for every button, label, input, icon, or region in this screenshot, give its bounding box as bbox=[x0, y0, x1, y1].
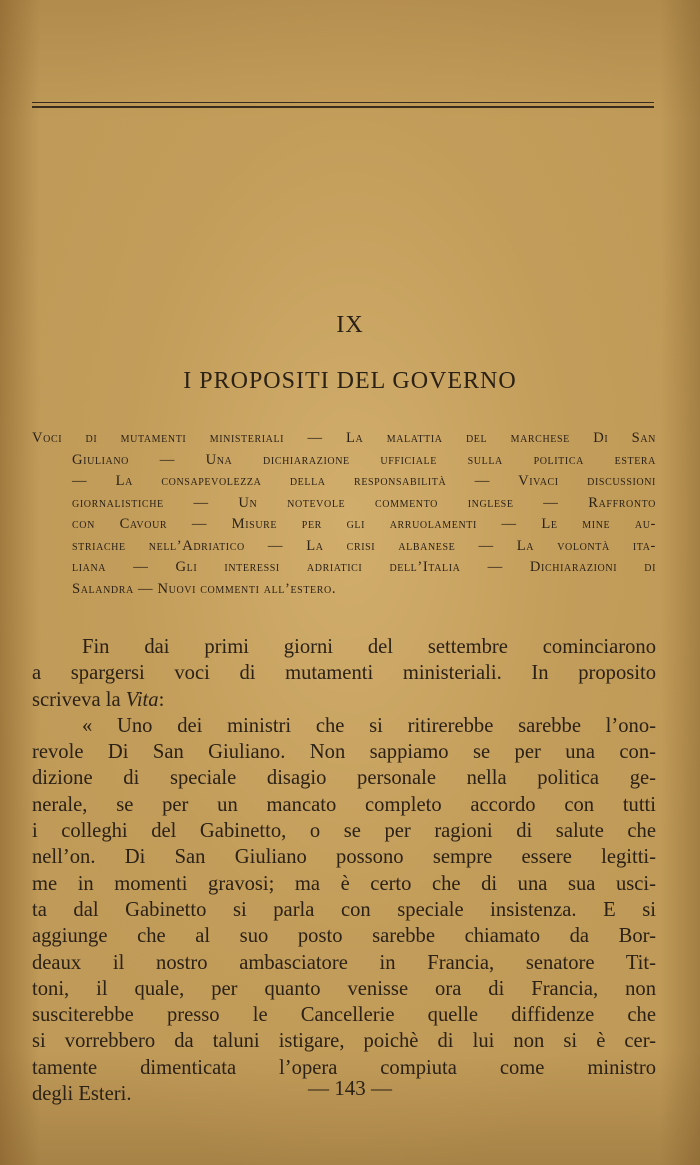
text-run: : bbox=[158, 688, 165, 711]
summary-line: Salandra — Nuovi commenti all’estero. bbox=[72, 580, 337, 597]
quote-line: tamente dimenticata l’opera compiuta come ministro bbox=[32, 1056, 656, 1079]
page-number: — 143 — bbox=[308, 1076, 392, 1100]
top-rule-thick bbox=[32, 106, 654, 108]
paragraph-line bbox=[32, 687, 656, 713]
chapter-number: IX bbox=[336, 312, 364, 338]
quote-line: me in momenti gravosi; ma è certo che di una sua usci- bbox=[32, 872, 656, 895]
quote-line: revole Di San Giuliano. Non sappiamo se per una con- bbox=[32, 741, 656, 764]
summary-line: Voci di mutamenti ministeriali — La malattia del marchese Di San bbox=[32, 430, 656, 446]
quote-line: susciterebbe presso le Cancellerie quelle diffidenze che bbox=[32, 1004, 656, 1027]
quote-line: toni, il quale, per quanto venisse ora di Francia, non bbox=[32, 977, 656, 1000]
quote-line: nerale, se per un mancato completo accordo con tutti bbox=[32, 793, 656, 816]
quote-line: aggiunge che al suo posto sarebbe chiamato da Bor- bbox=[32, 925, 656, 948]
quote-line: dizione di speciale disagio personale nella politica ge- bbox=[32, 767, 656, 790]
chapter-title: I PROPOSITI DEL GOVERNO bbox=[183, 368, 517, 394]
summary-line: giornalistiche — Un notevole commento inglese — Raffronto bbox=[72, 494, 656, 511]
top-rule bbox=[32, 102, 654, 103]
text-run: scriveva la bbox=[32, 688, 126, 711]
paragraph-line: a spargersi voci di mutamenti ministeriali. In proposito bbox=[32, 662, 656, 685]
quote-line: « Uno dei ministri che si ritirerebbe sarebbe l’ono- bbox=[82, 714, 656, 737]
summary-line: con Cavour — Misure per gli arruolamenti — Le mine au- bbox=[72, 516, 656, 532]
body-text bbox=[32, 634, 656, 1107]
quote-line: degli Esteri. bbox=[32, 1083, 132, 1106]
quote-line: i colleghi del Gabinetto, o se per ragioni di salute che bbox=[32, 820, 656, 843]
summary-line: striache nell’Adriatico — La crisi albanese — La volontà ita- bbox=[72, 537, 656, 554]
summary-line: liana — Gli interessi adriatici dell’Italia — Dichiarazioni di bbox=[72, 559, 656, 575]
italic-title: Vita bbox=[125, 688, 159, 711]
quote-line: nell’on. Di San Giuliano possono sempre essere legitti- bbox=[32, 846, 656, 869]
quote-line: si vorrebbero da taluni istigare, poichè di lui non si è cer- bbox=[32, 1030, 656, 1053]
summary-line: — La consapevolezza della responsabilità — Vivaci discussioni bbox=[72, 473, 656, 489]
chapter-summary bbox=[32, 428, 656, 600]
summary-line: Giuliano — Una dichiarazione ufficiale sulla politica estera bbox=[72, 451, 656, 468]
quote-line: deaux il nostro ambasciatore in Francia, senatore Tit- bbox=[32, 951, 656, 974]
paragraph-line: Fin dai primi giorni del settembre cominciarono bbox=[82, 636, 656, 658]
quote-line: ta dal Gabinetto si parla con speciale insistenza. E si bbox=[32, 898, 656, 921]
